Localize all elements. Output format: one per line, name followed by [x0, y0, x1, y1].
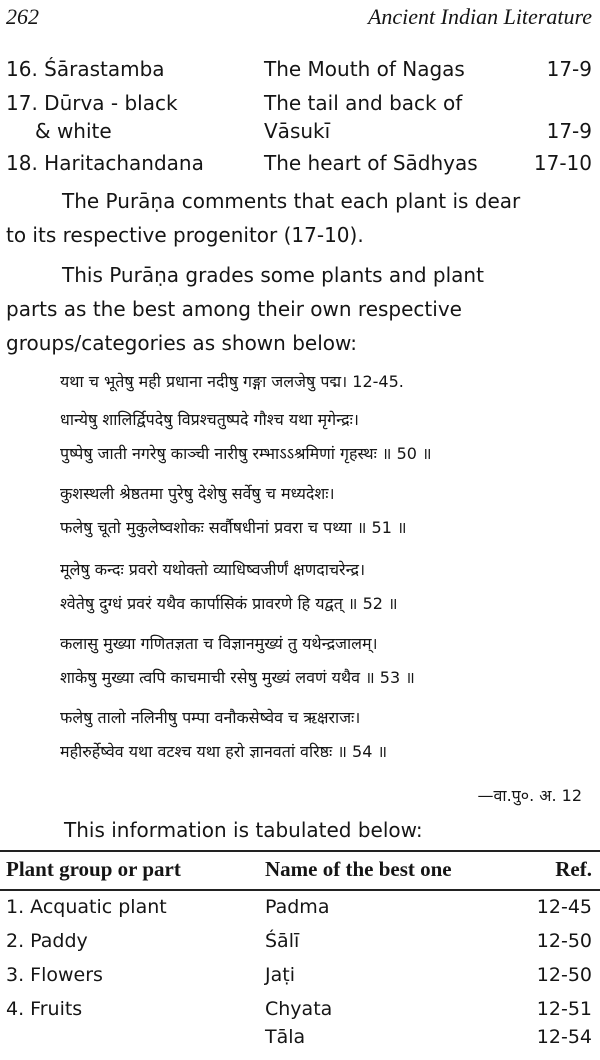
item-ref: 17-9 [546, 119, 592, 143]
sanskrit-verse-line: कुशस्थली श्रेष्ठतमा पुरेषु देशेषु सर्वेषु च मध्यदेशः। [60, 484, 335, 503]
item-ref: 17-10 [533, 151, 592, 175]
item-location: The tail and back of [264, 91, 463, 115]
table-cell: Padma [265, 896, 330, 918]
sanskrit-verse-line: धान्येषु शालिर्द्विपदेषु विप्रश्चतुष्पदे गौश्च यथा मृगेन्द्रः। [60, 410, 359, 429]
column-header: Plant group or part [6, 857, 181, 881]
verse-source: —वा.पु०. अ. 12 [477, 786, 582, 805]
sanskrit-verse-line: फलेषु चूतो मुकुलेष्वशोकः सर्वौषधीनां प्रवरा च पथ्या ॥ 51 ॥ [60, 518, 407, 537]
item-location: The heart of Sādhyas [264, 151, 478, 175]
table-rule-top [0, 850, 600, 852]
sanskrit-verse-line: श्वेतेषु दुग्धं प्रवरं यथैव कार्पासिकं प्रावरणे हि यद्वत् ॥ 52 ॥ [60, 594, 398, 613]
page-header [6, 4, 592, 30]
table-cell: Jaṭi [265, 964, 295, 986]
table-rule-header [0, 889, 600, 891]
item-location-continued: Vāsukī [264, 119, 331, 143]
paragraph-line: to its respective progenitor (17-10). [6, 223, 364, 247]
item-name: 17. Dūrva - black [6, 91, 178, 115]
item-location: The Mouth of Nagas [264, 57, 465, 81]
paragraph-line: parts as the best among their own respective [6, 297, 462, 321]
sanskrit-verse-line: पुष्पेषु जाती नगरेषु काञ्ची नारीषु रम्भाऽऽश्रमिणां गृहस्थः ॥ 50 ॥ [60, 444, 432, 463]
table-caption: This information is tabulated below: [64, 818, 423, 842]
table-row [0, 964, 600, 998]
running-head: Ancient Indian Literature [367, 4, 592, 29]
table-cell: Chyata [265, 998, 333, 1020]
item-ref: 17-9 [546, 57, 592, 81]
table-row [0, 896, 600, 930]
table-cell: 2. Paddy [6, 930, 88, 952]
sanskrit-verse-line: फलेषु तालो नलिनीषु पम्पा वनौकसेष्वेव च ऋक्षराजः। [60, 708, 361, 727]
sanskrit-verse-line: यथा च भूतेषु मही प्रधाना नदीषु गङ्गा जलजेषु पद्म। 12-45. [60, 372, 404, 391]
sanskrit-verse-line: शाकेषु मुख्या त्वपि काचमाची रसेषु मुख्यं लवणं यथैव ॥ 53 ॥ [60, 668, 415, 687]
item-name: 16. Śārastamba [6, 57, 165, 81]
table-cell: 3. Flowers [6, 964, 103, 986]
table-cell: 12-50 [536, 964, 592, 986]
paragraph [6, 258, 592, 360]
table-header-row [0, 857, 600, 887]
item-name-continued: & white [35, 119, 112, 143]
list-item [6, 90, 592, 146]
list-item [6, 56, 592, 86]
table-cell: 1. Acquatic plant [6, 896, 167, 918]
table-cell: 4. Fruits [6, 998, 83, 1020]
table-cell: Tāla [265, 1026, 306, 1048]
table-cell: Śālī [265, 930, 300, 952]
table-row [0, 930, 600, 964]
item-name: 18. Haritachandana [6, 151, 204, 175]
table-cell: 12-50 [536, 930, 592, 952]
column-header: Name of the best one [265, 857, 452, 881]
sanskrit-verse-line: महीरुर्हेष्वेव यथा वटश्च यथा हरो ज्ञानवतां वरिष्ठः ॥ 54 ॥ [60, 742, 388, 761]
sanskrit-verse-line: मूलेषु कन्दः प्रवरो यथोक्तो व्याधिष्वजीर्णं क्षणदाचरेन्द्र। [60, 560, 366, 579]
paragraph-line: The Purāṇa comments that each plant is dear [62, 189, 521, 213]
page-number: 262 [6, 4, 39, 29]
column-header: Ref. [555, 857, 592, 881]
sanskrit-verse-line: कलासु मुख्या गणितज्ञता च विज्ञानमुख्यं तु यथेन्द्रजालम्। [60, 634, 378, 653]
table-cell: 12-54 [536, 1026, 592, 1048]
table-cell: 12-45 [536, 896, 592, 918]
list-item [6, 150, 592, 180]
paragraph [6, 184, 592, 252]
paragraph-line: This Purāṇa grades some plants and plant [62, 263, 484, 287]
table-cell: 12-51 [536, 998, 592, 1020]
paragraph-line: groups/categories as shown below: [6, 331, 357, 355]
